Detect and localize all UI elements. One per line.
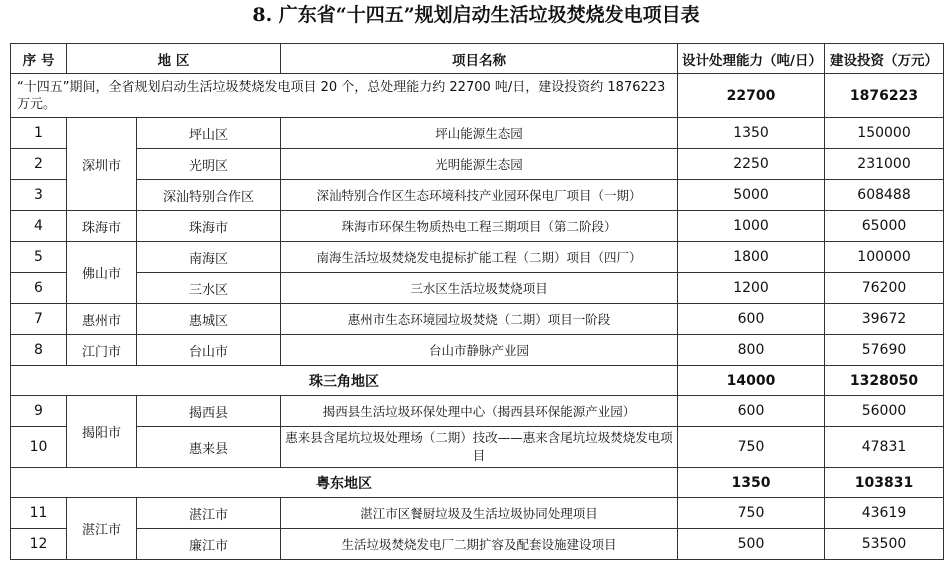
table-row	[11, 427, 944, 468]
table-row	[11, 180, 944, 211]
row-seq: 9	[11, 396, 67, 427]
table-row	[11, 304, 944, 335]
row-investment: 231000	[825, 149, 944, 180]
row-investment: 56000	[825, 396, 944, 427]
summary-row	[11, 74, 944, 118]
table-row	[11, 211, 944, 242]
row-city: 佛山市	[67, 242, 137, 304]
row-capacity: 600	[678, 304, 825, 335]
subtotal-investment: 1328050	[825, 366, 944, 396]
row-investment: 100000	[825, 242, 944, 273]
header-seq: 序 号	[11, 44, 67, 74]
row-seq: 12	[11, 529, 67, 560]
row-project: 深汕特别合作区生态环境科技产业园环保电厂项目（一期）	[281, 180, 678, 211]
row-district: 揭西县	[137, 396, 281, 427]
row-seq: 3	[11, 180, 67, 211]
row-investment: 608488	[825, 180, 944, 211]
row-district: 湛江市	[137, 498, 281, 529]
row-district: 惠来县	[137, 427, 281, 468]
row-capacity: 1350	[678, 118, 825, 149]
row-city: 江门市	[67, 335, 137, 366]
row-seq: 11	[11, 498, 67, 529]
row-district: 廉江市	[137, 529, 281, 560]
row-project: 揭西县生活垃圾环保处理中心（揭西县环保能源产业园）	[281, 396, 678, 427]
row-capacity: 800	[678, 335, 825, 366]
row-seq: 10	[11, 427, 67, 468]
row-district: 三水区	[137, 273, 281, 304]
row-capacity: 1800	[678, 242, 825, 273]
row-investment: 43619	[825, 498, 944, 529]
row-city: 珠海市	[67, 211, 137, 242]
row-capacity: 750	[678, 427, 825, 468]
row-project: 生活垃圾焚烧发电厂二期扩容及配套设施建设项目	[281, 529, 678, 560]
table-row	[11, 529, 944, 560]
project-table	[10, 43, 944, 560]
row-investment: 76200	[825, 273, 944, 304]
row-project: 湛江市区餐厨垃圾及生活垃圾协同处理项目	[281, 498, 678, 529]
row-capacity: 2250	[678, 149, 825, 180]
row-seq: 7	[11, 304, 67, 335]
row-project: 珠海市环保生物质热电工程三期项目（第二阶段）	[281, 211, 678, 242]
row-project: 台山市静脉产业园	[281, 335, 678, 366]
row-seq: 5	[11, 242, 67, 273]
row-district: 南海区	[137, 242, 281, 273]
subtotal-label: 粤东地区	[11, 468, 678, 498]
row-city: 揭阳市	[67, 396, 137, 468]
summary-capacity: 22700	[678, 74, 825, 118]
row-capacity: 1200	[678, 273, 825, 304]
row-investment: 47831	[825, 427, 944, 468]
subtotal-label: 珠三角地区	[11, 366, 678, 396]
row-district: 深汕特别合作区	[137, 180, 281, 211]
row-investment: 65000	[825, 211, 944, 242]
row-district: 坪山区	[137, 118, 281, 149]
table-row	[11, 149, 944, 180]
table-header-row	[11, 44, 944, 74]
row-investment: 39672	[825, 304, 944, 335]
row-city: 惠州市	[67, 304, 137, 335]
row-capacity: 500	[678, 529, 825, 560]
row-project: 三水区生活垃圾焚烧项目	[281, 273, 678, 304]
row-seq: 1	[11, 118, 67, 149]
row-city: 湛江市	[67, 498, 137, 560]
subtotal-row-prd	[11, 366, 944, 396]
row-seq: 6	[11, 273, 67, 304]
row-project: 惠来县含尾坑垃圾处理场（二期）技改——惠来含尾坑垃圾焚烧发电项目	[281, 427, 678, 468]
table-row	[11, 242, 944, 273]
subtotal-capacity: 1350	[678, 468, 825, 498]
row-city: 深圳市	[67, 118, 137, 211]
row-seq: 4	[11, 211, 67, 242]
table-row	[11, 498, 944, 529]
subtotal-investment: 103831	[825, 468, 944, 498]
header-capacity: 设计处理能力（吨/日）	[678, 44, 825, 74]
row-project: 坪山能源生态园	[281, 118, 678, 149]
row-investment: 53500	[825, 529, 944, 560]
row-seq: 8	[11, 335, 67, 366]
subtotal-capacity: 14000	[678, 366, 825, 396]
summary-text: “十四五”期间，全省规划启动生活垃圾焚烧发电项目 20 个，总处理能力约 22700 吨/日，建设投资约 1876223 万元。	[11, 74, 678, 118]
header-project: 项目名称	[281, 44, 678, 74]
subtotal-row-east	[11, 468, 944, 498]
row-project: 惠州市生态环境园垃圾焚烧（二期）项目一阶段	[281, 304, 678, 335]
row-district: 台山市	[137, 335, 281, 366]
header-investment: 建设投资（万元）	[825, 44, 944, 74]
row-district: 光明区	[137, 149, 281, 180]
row-investment: 150000	[825, 118, 944, 149]
page-title: 8. 广东省“十四五”规划启动生活垃圾焚烧发电项目表	[252, 4, 700, 26]
row-project: 南海生活垃圾焚烧发电提标扩能工程（二期）项目（四厂）	[281, 242, 678, 273]
table-row	[11, 396, 944, 427]
summary-investment: 1876223	[825, 74, 944, 118]
table-row	[11, 335, 944, 366]
row-investment: 57690	[825, 335, 944, 366]
row-seq: 2	[11, 149, 67, 180]
row-district: 惠城区	[137, 304, 281, 335]
table-row	[11, 118, 944, 149]
table-row	[11, 273, 944, 304]
row-project: 光明能源生态园	[281, 149, 678, 180]
row-capacity: 5000	[678, 180, 825, 211]
row-capacity: 750	[678, 498, 825, 529]
row-capacity: 1000	[678, 211, 825, 242]
header-region: 地 区	[67, 44, 281, 74]
row-district: 珠海市	[137, 211, 281, 242]
row-capacity: 600	[678, 396, 825, 427]
